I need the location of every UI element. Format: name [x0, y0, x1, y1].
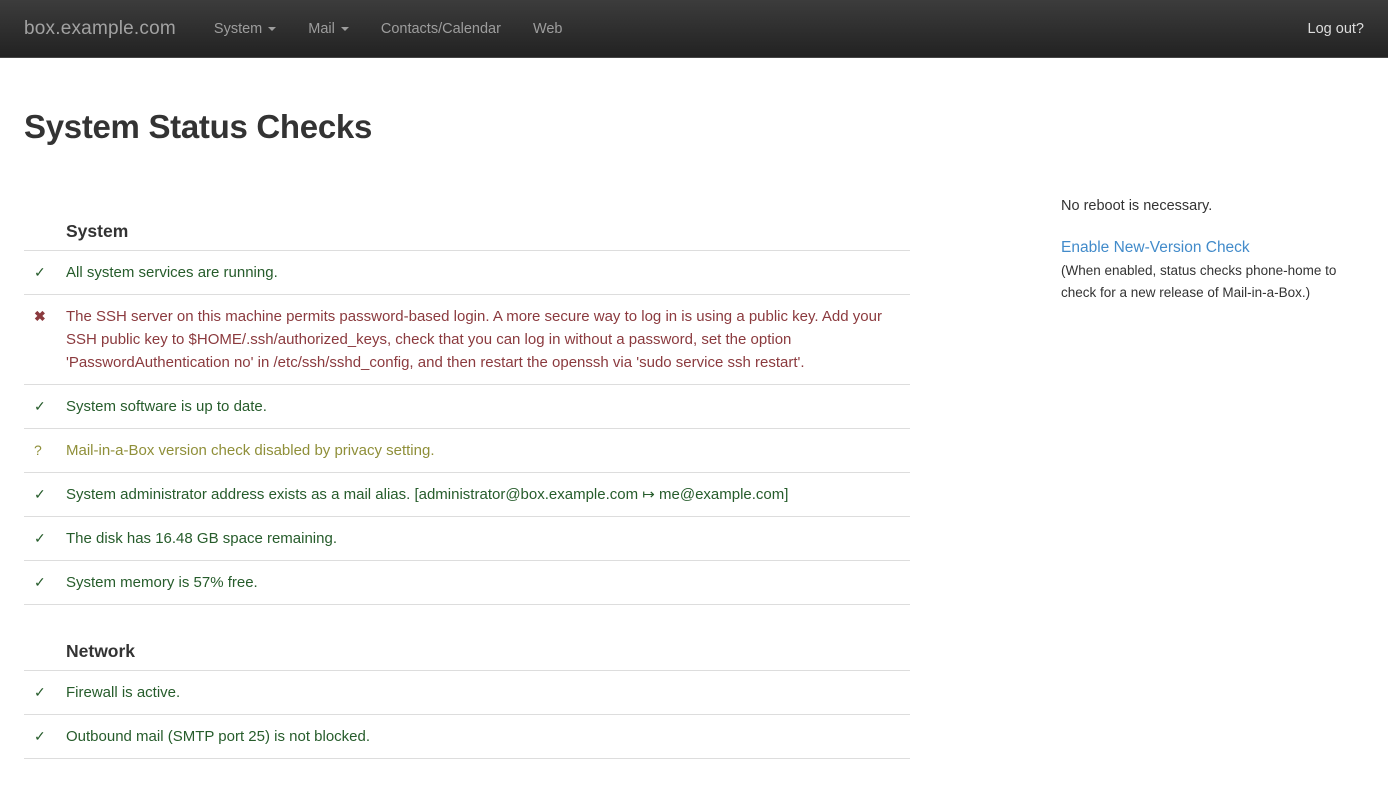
- nav-item-system[interactable]: [198, 0, 292, 57]
- check-text: Firewall is active.: [66, 684, 181, 701]
- check-icon: ✓: [34, 398, 46, 414]
- logout-link[interactable]: Log out?: [1307, 20, 1364, 37]
- enable-version-check-link[interactable]: Enable New-Version Check: [1061, 239, 1250, 256]
- check-row: [24, 561, 910, 605]
- check-text: The disk has 16.48 GB space remaining.: [66, 530, 337, 547]
- check-text: System software is up to date.: [66, 398, 267, 415]
- x-icon: ✖: [34, 308, 46, 324]
- status-checks-table: [24, 188, 910, 759]
- caret-down-icon: [341, 27, 349, 31]
- check-row: [24, 385, 910, 429]
- check-row: [24, 295, 910, 385]
- check-text: Mail-in-a-Box version check disabled by privacy setting.: [66, 442, 435, 459]
- check-text: Outbound mail (SMTP port 25) is not blocked.: [66, 728, 371, 745]
- check-row: [24, 429, 910, 473]
- check-icon: ✓: [34, 574, 46, 590]
- caret-down-icon: [268, 27, 276, 31]
- nav-item-contacts-calendar[interactable]: [365, 0, 517, 57]
- check-icon: ✓: [34, 264, 46, 280]
- nav-item-label: System: [213, 20, 263, 37]
- check-icon: ✓: [34, 684, 46, 700]
- section-heading-network: Network: [24, 605, 910, 671]
- version-check-note: (When enabled, status checks phone-home to check for a new release of Mail-in-a-Box.): [1061, 263, 1337, 300]
- nav-item-label: Mail: [308, 20, 335, 37]
- nav-item-mail[interactable]: [292, 0, 365, 57]
- check-row: [24, 251, 910, 295]
- check-icon: ✓: [34, 728, 46, 744]
- check-row: [24, 671, 910, 715]
- check-icon: ✓: [34, 530, 46, 546]
- question-icon: ?: [34, 442, 42, 458]
- nav-item-label: Web: [532, 20, 563, 37]
- top-navbar: [0, 0, 1388, 58]
- nav-item-label: Contacts/Calendar: [380, 20, 501, 37]
- check-row: [24, 715, 910, 759]
- check-row: [24, 473, 910, 517]
- check-text: All system services are running.: [66, 264, 278, 281]
- check-row: [24, 517, 910, 561]
- check-text: System memory is 57% free.: [66, 574, 258, 591]
- main-nav: [198, 0, 579, 57]
- reboot-status-text: No reboot is necessary.: [1061, 198, 1213, 214]
- nav-item-web[interactable]: [517, 0, 579, 57]
- section-heading-system: System: [24, 188, 910, 251]
- check-text: System administrator address exists as a mail alias. [administrator@box.example.com ↦ me@example.com]: [66, 486, 789, 503]
- check-text: The SSH server on this machine permits password-based login. A more secure way to log in is using a public key. Add your SSH public key to $HOME/.ssh/authorized_keys, check that you can log in without a password, set the option 'PasswordAuthentication no' in /etc/ssh/sshd_config, and then restart the openssh via 'sudo service ssh restart'.: [66, 308, 882, 371]
- sidebar: [1061, 196, 1363, 303]
- page-title: System Status Checks: [24, 108, 372, 145]
- brand-link[interactable]: box.example.com: [24, 17, 176, 39]
- check-icon: ✓: [34, 486, 46, 502]
